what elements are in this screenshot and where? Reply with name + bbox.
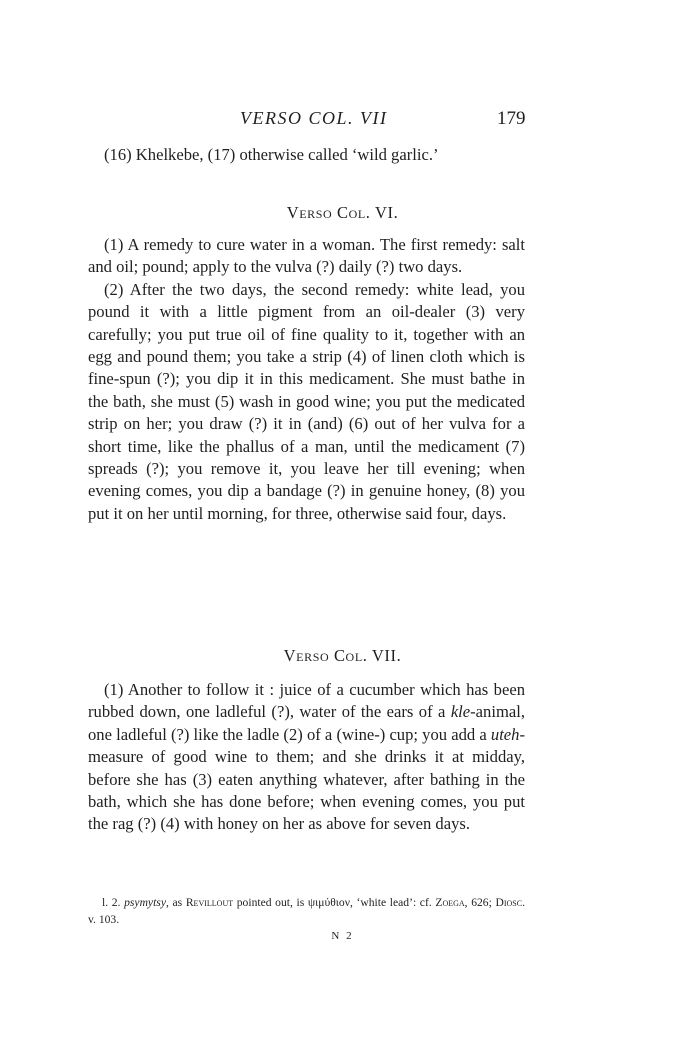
- footnote-paragraph: [88, 894, 525, 928]
- page-number: 179: [497, 108, 526, 129]
- text-run: pointed out, is: [233, 896, 308, 909]
- section-vi-body: [88, 234, 525, 525]
- italic-term-uteh: uteh: [490, 724, 520, 744]
- running-head: [0, 108, 685, 138]
- author-name: Revillout: [185, 896, 234, 909]
- author-name: Zoega: [435, 896, 465, 909]
- section-vi-heading: Verso Col. VI.: [286, 203, 399, 222]
- text-run: -animal, one ladleful (?) like the ladle (2) of a (wine-) cup; you add a: [88, 702, 525, 744]
- carryover-paragraph: (16) Khelkebe, (17) otherwise called ‘wild garlic.’: [104, 145, 439, 164]
- footnote: [88, 894, 525, 928]
- carryover-text: [88, 144, 525, 166]
- author-name: Diosc: [495, 896, 523, 909]
- running-title: VERSO COL. VII: [240, 108, 388, 128]
- text-run: , as: [165, 896, 186, 909]
- section-vii-heading: Verso Col. VII.: [283, 646, 402, 665]
- footnote-ref: l. 2.: [102, 896, 125, 909]
- text-run: , 626;: [464, 896, 496, 909]
- section-vii-paragraph-1: [88, 679, 525, 836]
- text-run: . v. 103.: [88, 896, 525, 926]
- section-vi-paragraph-2: (2) After the two days, the second remedy: white lead, you pound it with a little pigment from an oil-dealer (3) very carefully; you put true oil of fine quality to it, together with an egg and pound them; you take a strip (4) of linen cloth which is fine-spun (?); you dip it in this medicament. She must bathe in the bath, she must (5) wash in good wine; you put the medicated strip on her; you draw (?) it in (and) (6) out of her vulva for a short time, like the phallus of a man, until the medicament (7) spreads (?); you remove it, you leave her till evening; when evening comes, you dip a bandage (?) in genuine honey, (8) you put it on her until morning, for three, otherwise said four, days.: [88, 279, 525, 523]
- text-run: (1) Another to follow it : juice of a cucumber which has been rubbed down, one ladleful (?), water of the ears of a: [88, 680, 525, 722]
- section-vi-paragraph-1: (1) A remedy to cure water in a woman. The first remedy: salt and oil; pound; apply to the vulva (?) daily (?) two days.: [88, 235, 525, 277]
- greek-term: ψιμύθιον: [307, 896, 350, 909]
- text-run: -measure of good wine to them; and she drinks it at midday, before she has (3) eaten anything whatever, after bathing in the bath, which she has done before; when evening comes, you put the rag (?) (4) with honey on her as above for seven days.: [88, 724, 525, 834]
- italic-term-kle: kle: [450, 702, 471, 722]
- section-vii-body: [88, 679, 525, 836]
- footnote-term: psymytsy: [124, 896, 166, 909]
- text-run: , ‘white lead’: cf.: [349, 896, 436, 909]
- signature-mark: N 2: [331, 930, 354, 942]
